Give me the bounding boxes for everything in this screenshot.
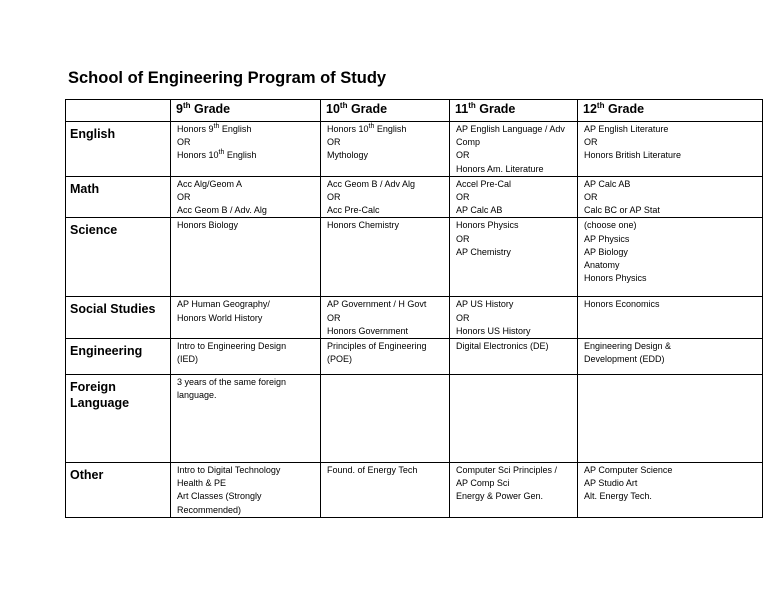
subject-social-studies: Social Studies	[66, 297, 171, 339]
math-grade-9: Acc Alg/Geom A OR Acc Geom B / Adv. Alg	[171, 176, 321, 218]
english-grade-9: Honors 9th English OR Honors 10th English	[171, 122, 321, 177]
subject-science: Science	[66, 218, 171, 297]
header-row	[66, 100, 763, 122]
science-grade-10: Honors Chemistry	[321, 218, 450, 297]
row-foreign-language	[66, 375, 763, 463]
math-grade-10: Acc Geom B / Adv Alg OR Acc Pre-Calc	[321, 176, 450, 218]
social-grade-11: AP US History OR Honors US History	[450, 297, 578, 339]
row-social-studies	[66, 297, 763, 339]
subject-english: English	[66, 122, 171, 177]
header-grade-12: 12th Grade	[578, 100, 763, 122]
other-grade-12: AP Computer Science AP Studio Art Alt. Energy Tech.	[578, 463, 763, 518]
row-english	[66, 122, 763, 177]
corner-cell	[66, 100, 171, 122]
english-grade-12: AP English Literature OR Honors British Literature	[578, 122, 763, 177]
row-math	[66, 176, 763, 218]
foreign-grade-10	[321, 375, 450, 463]
header-grade-9: 9th Grade	[171, 100, 321, 122]
foreign-grade-9: 3 years of the same foreign language.	[171, 375, 321, 463]
subject-math: Math	[66, 176, 171, 218]
program-table	[65, 99, 763, 518]
row-engineering	[66, 339, 763, 375]
english-grade-10: Honors 10th English OR Mythology	[321, 122, 450, 177]
page-title: School of Engineering Program of Study	[68, 69, 387, 87]
engineering-grade-11: Digital Electronics (DE)	[450, 339, 578, 375]
english-grade-11: AP English Language / Adv Comp OR Honors Am. Literature	[450, 122, 578, 177]
header-grade-11: 11th Grade	[450, 100, 578, 122]
other-grade-9: Intro to Digital Technology Health & PE Art Classes (Strongly Recommended)	[171, 463, 321, 518]
subject-engineering: Engineering	[66, 339, 171, 375]
social-grade-9: AP Human Geography/ Honors World History	[171, 297, 321, 339]
social-grade-10: AP Government / H Govt OR Honors Government	[321, 297, 450, 339]
foreign-grade-11	[450, 375, 578, 463]
subject-foreign-language: Foreign Language	[66, 375, 171, 463]
other-grade-10: Found. of Energy Tech	[321, 463, 450, 518]
engineering-grade-9: Intro to Engineering Design (IED)	[171, 339, 321, 375]
science-grade-11: Honors Physics OR AP Chemistry	[450, 218, 578, 297]
science-grade-9: Honors Biology	[171, 218, 321, 297]
math-grade-11: Accel Pre-Cal OR AP Calc AB	[450, 176, 578, 218]
engineering-grade-12: Engineering Design & Development (EDD)	[578, 339, 763, 375]
social-grade-12: Honors Economics	[578, 297, 763, 339]
row-science	[66, 218, 763, 297]
science-grade-12: (choose one) AP Physics AP Biology Anatomy Honors Physics	[578, 218, 763, 297]
subject-other: Other	[66, 463, 171, 518]
header-grade-10: 10th Grade	[321, 100, 450, 122]
engineering-grade-10: Principles of Engineering (POE)	[321, 339, 450, 375]
other-grade-11: Computer Sci Principles / AP Comp Sci Energy & Power Gen.	[450, 463, 578, 518]
foreign-grade-12	[578, 375, 763, 463]
row-other	[66, 463, 763, 518]
math-grade-12: AP Calc AB OR Calc BC or AP Stat	[578, 176, 763, 218]
